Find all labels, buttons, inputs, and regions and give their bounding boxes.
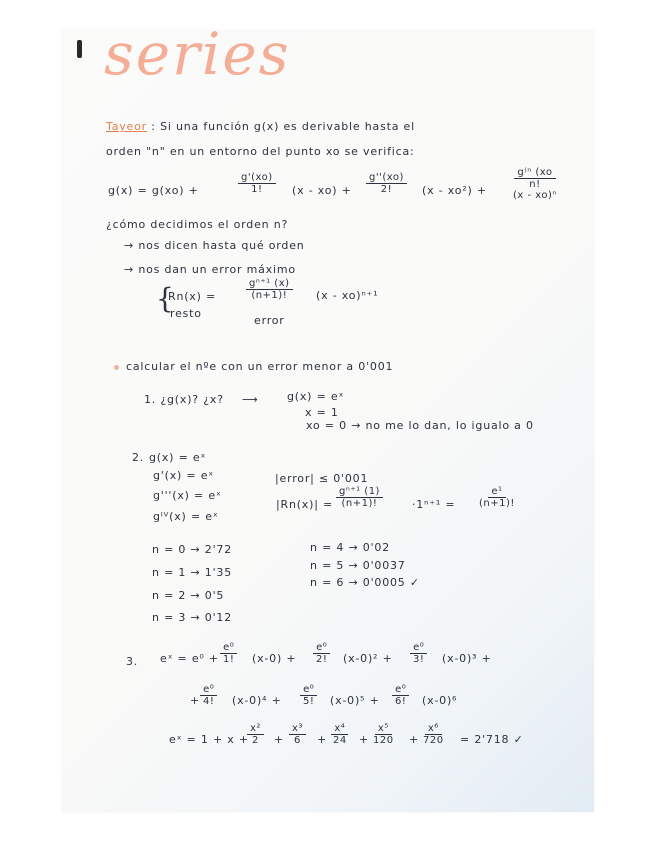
expansion-term-e	[300, 684, 317, 707]
binder-hole	[77, 40, 82, 58]
taylor-term-2-den: 2!	[380, 184, 393, 195]
step-1-x0: xo = 0 → no me lo dan, lo igualo a 0	[306, 419, 534, 432]
expansion-plus: +	[190, 694, 201, 707]
expansion-term-a	[220, 642, 237, 665]
page-title: series	[104, 20, 291, 88]
taylor-term-2-num: g''(xo)	[366, 172, 407, 184]
expansion-f-den: 6!	[395, 696, 407, 707]
series-term-5	[420, 723, 447, 746]
expansion-d-tail: (x-0)⁴ +	[232, 694, 282, 707]
step-2-label: 2.	[132, 451, 145, 464]
expansion-term-f	[392, 684, 409, 707]
step-3-label: 3.	[126, 655, 139, 668]
series-term-4	[370, 723, 397, 746]
series-4-num: x⁵	[375, 723, 392, 735]
value-n5: n = 5 → 0'0037	[310, 559, 406, 572]
series-3-den: 24	[333, 735, 347, 746]
step-1-func: g(x) = eˣ	[287, 390, 345, 403]
series-4-den: 120	[373, 735, 394, 746]
remainder-num: gⁿ⁺¹ (x)	[246, 278, 293, 290]
intro-line-1-text: : Si una función g(x) es derivable hasta el	[151, 120, 415, 133]
value-n1: n = 1 → 1'35	[152, 566, 233, 579]
derivative-3: g'''(x) = eˣ	[153, 489, 222, 502]
derivative-0: g(x) = eˣ	[149, 451, 207, 464]
series-term-3	[330, 723, 350, 746]
expansion-b-den: 2!	[316, 654, 328, 665]
value-n6: n = 6 → 0'0005 ✓	[310, 576, 420, 589]
expansion-lhs: eˣ = e⁰ +	[160, 652, 219, 665]
order-question: ¿cómo decidimos el orden n?	[106, 218, 289, 231]
remainder-error-label: error	[254, 314, 285, 327]
expansion-e-den: 5!	[303, 696, 315, 707]
taylor-term-1-num: g'(xo)	[238, 172, 276, 184]
series-lhs: eˣ = 1 + x +	[169, 733, 249, 746]
series-plus-1: +	[274, 733, 285, 746]
taylor-term-3-num: g⁽ⁿ (xo	[514, 167, 555, 179]
expansion-c-den: 3!	[413, 654, 425, 665]
series-1-den: 2	[252, 735, 259, 746]
taylor-term-1	[238, 172, 276, 195]
expansion-d-num: e⁰	[200, 684, 217, 696]
expansion-a-tail: (x-0) +	[252, 652, 297, 665]
series-plus-4: +	[409, 733, 420, 746]
remainder-tail: (x - xo)ⁿ⁺¹	[316, 289, 379, 302]
series-3-num: x⁴	[331, 723, 348, 735]
error-den: (n+1)!	[341, 498, 378, 509]
intro-line-2: orden "n" en un entorno del punto xo se verifica:	[106, 145, 415, 158]
task-bullet	[114, 365, 119, 370]
series-5-num: x⁶	[425, 723, 442, 735]
intro-term: Tayeor	[106, 120, 147, 133]
error-result-den: (n+1)!	[479, 498, 515, 509]
taylor-term-3-tail: (x - xo)ⁿ	[513, 190, 557, 201]
remainder-brace: {	[156, 282, 174, 315]
remainder-fraction	[246, 278, 293, 301]
remainder-den: (n+1)!	[251, 290, 288, 301]
intro-line-1	[106, 120, 415, 133]
taylor-term-2	[366, 172, 407, 195]
expansion-term-d	[200, 684, 217, 707]
step-1-x: x = 1	[305, 406, 339, 419]
value-n0: n = 0 → 2'72	[152, 543, 233, 556]
series-term-1	[247, 723, 264, 746]
taylor-term-2-tail: (x - xo²) +	[422, 184, 487, 197]
expansion-term-b	[313, 642, 330, 665]
value-n3: n = 3 → 0'12	[152, 611, 233, 624]
expansion-term-c	[410, 642, 427, 665]
expansion-f-tail: (x-0)⁶	[422, 694, 458, 707]
expansion-c-num: e⁰	[410, 642, 427, 654]
error-mid: ·1ⁿ⁺¹ =	[412, 498, 456, 511]
value-n4: n = 4 → 0'02	[310, 541, 391, 554]
series-plus-2: +	[317, 733, 328, 746]
task-statement: calcular el nºe con un error menor a 0'001	[126, 360, 394, 373]
expansion-a-den: 1!	[223, 654, 235, 665]
expansion-a-num: e⁰	[220, 642, 237, 654]
error-num: gⁿ⁺¹ (1)	[336, 486, 383, 498]
error-lhs: |Rn(x)| =	[276, 498, 334, 511]
expansion-b-tail: (x-0)² +	[343, 652, 393, 665]
derivative-4: gᴵⱽ(x) = eˣ	[153, 510, 219, 523]
expansion-b-num: e⁰	[313, 642, 330, 654]
series-2-num: x³	[289, 723, 306, 735]
series-1-num: x²	[247, 723, 264, 735]
error-fraction	[336, 486, 383, 509]
value-n2: n = 2 → 0'5	[152, 589, 225, 602]
taylor-term-1-tail: (x - xo) +	[292, 184, 352, 197]
error-result-fraction	[476, 486, 518, 509]
remainder-resto-label: resto	[170, 307, 202, 320]
expansion-e-tail: (x-0)⁵ +	[330, 694, 380, 707]
expansion-d-den: 4!	[203, 696, 215, 707]
series-5-den: 720	[423, 735, 444, 746]
derivative-1: g'(x) = eˣ	[153, 469, 214, 482]
series-term-2	[289, 723, 306, 746]
taylor-term-3	[510, 167, 560, 201]
step-1-arrow: ⟶	[242, 393, 259, 406]
series-plus-3: +	[359, 733, 370, 746]
remainder-lhs: Rn(x) =	[168, 290, 217, 303]
error-bound: |error| ≤ 0'001	[275, 472, 369, 485]
taylor-lhs: g(x) = g(xo) +	[108, 184, 199, 197]
expansion-f-num: e⁰	[392, 684, 409, 696]
step-1-label: 1. ¿g(x)? ¿x?	[144, 393, 224, 406]
taylor-term-1-den: 1!	[251, 184, 263, 195]
taylor-term-3-den: n!	[529, 179, 541, 190]
answer-2: → nos dan un error máximo	[124, 263, 296, 276]
series-result: = 2'718 ✓	[460, 733, 524, 746]
error-result-num: e¹	[488, 486, 505, 498]
answer-1: → nos dicen hasta qué orden	[124, 239, 305, 252]
series-2-den: 6	[294, 735, 301, 746]
expansion-e-num: e⁰	[300, 684, 317, 696]
expansion-c-tail: (x-0)³ +	[442, 652, 492, 665]
